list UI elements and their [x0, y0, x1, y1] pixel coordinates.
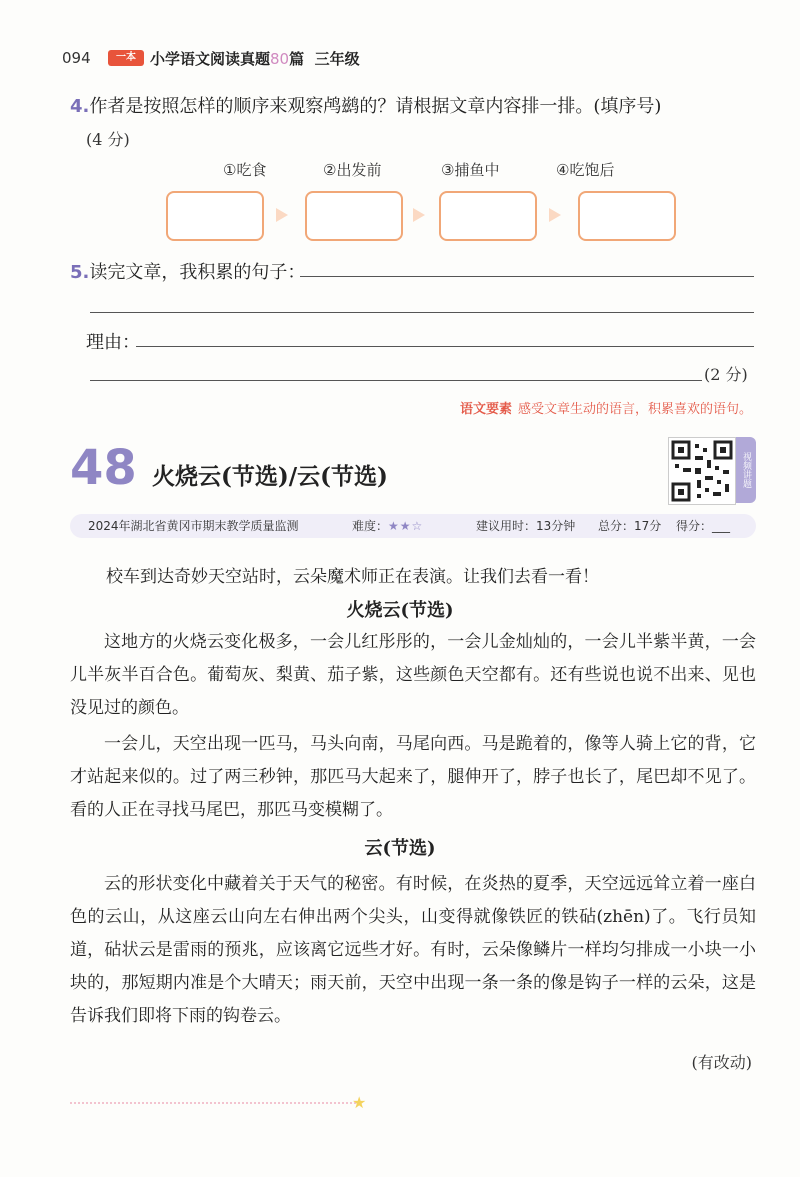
reason-label: 理由： [86, 332, 140, 353]
answer-box-2[interactable] [305, 191, 403, 241]
difficulty-stars: ★★☆ [388, 519, 424, 533]
suggested-time: 建议用时：13分钟 [476, 519, 576, 533]
answer-line-2[interactable] [90, 312, 754, 313]
series-title-text: 小学语文阅读真题 [150, 50, 271, 68]
skill-tip-text: 感受文章生动的语言，积累喜欢的语句。 [517, 402, 752, 417]
question-5 [70, 258, 305, 284]
section-2-title: 云(节选) [364, 838, 436, 859]
option-3: ③捕鱼中 [441, 161, 500, 179]
section-1-paragraph-1: 这地方的火烧云变化极多，一会儿红彤彤的，一会儿金灿灿的，一会儿半紫半黄，一会儿半灰半百合色。葡萄灰、梨黄、茄子紫，这些颜色天空都有。还有些说也说不出来、见也没见过的颜色。 [70, 632, 756, 718]
reason-line-2[interactable] [90, 380, 702, 381]
series-unit: 篇 [289, 50, 305, 68]
question-5-prompt: 读完文章，我积累的句子： [89, 262, 306, 283]
arrow-right-icon [549, 208, 561, 222]
lesson-meta-bar [70, 514, 756, 538]
question-4-number: 4. [70, 96, 90, 117]
star-icon: ★ [352, 1093, 367, 1112]
video-tag: 视频讲题 [736, 437, 756, 503]
section-2-paragraph-1: 云的形状变化中藏着关于天气的秘密。有时候，在炎热的夏季，天空远远耸立着一座白色的云山，从这座云山向左右伸出两个尖头，山变得就像铁匠的铁砧(zhēn)了。飞行员知道，砧状云是雷雨的预兆，应该离它远些才好。有时，云朵像鳞片一样均匀排成一小块一小块的，那短期内准是个大晴天；雨天前，天空中出现一条一条的像是钩子一样的云朵，这是告诉我们即将下雨的钩卷云。 [70, 874, 756, 1026]
difficulty-label: 难度： [352, 519, 389, 533]
question-4-text: 作者是按照怎样的顺序来观察鸬鹚的？请根据文章内容排一排。(填序号) [89, 96, 662, 117]
answer-box-3[interactable] [439, 191, 537, 241]
series-title [150, 48, 360, 69]
option-2: ②出发前 [323, 161, 382, 179]
question-4-points: (4 分) [86, 130, 130, 149]
brand-logo: 一本 [108, 50, 144, 66]
decorative-dotted-line [70, 1102, 360, 1104]
total-score: 总分：17分 [598, 519, 662, 533]
question-4 [70, 92, 661, 118]
arrow-right-icon [413, 208, 425, 222]
answer-box-4[interactable] [578, 191, 676, 241]
section-1-title: 火烧云(节选) [346, 600, 454, 621]
difficulty [352, 514, 423, 538]
lesson-number: 48 [70, 440, 137, 496]
score-field: 得分：___ [676, 519, 731, 533]
arrow-right-icon [276, 208, 288, 222]
qr-code-icon[interactable] [668, 437, 736, 505]
reason-line-1[interactable] [136, 346, 754, 347]
answer-box-1[interactable] [166, 191, 264, 241]
section-1-paragraph-2: 一会儿，天空出现一匹马，马头向南，马尾向西。马是跪着的，像等人骑上它的背，它才站起来似的。过了两三秒钟，那匹马大起来了，腿伸开了，脖子也长了，尾巴却不见了。看的人正在寻找马尾巴，那匹马变模糊了。 [70, 734, 756, 820]
grade-label: 三年级 [314, 50, 360, 68]
source-exam: 2024年湖北省黄冈市期末教学质量监测 [88, 519, 299, 533]
option-4: ④吃饱后 [556, 161, 615, 179]
skill-tip-tag: 语文要素 [459, 402, 512, 417]
source-note: (有改动) [691, 1053, 752, 1072]
answer-line-1[interactable] [300, 276, 754, 277]
intro-text: 校车到达奇妙天空站时，云朵魔术师正在表演。让我们去看一看！ [106, 567, 599, 587]
series-count: 80 [270, 50, 290, 68]
page-number: 094 [62, 49, 91, 67]
question-5-number: 5. [70, 262, 90, 283]
question-5-points: (2 分) [704, 365, 748, 384]
lesson-title: 火烧云(节选)/云(节选) [152, 463, 388, 490]
skill-tip [460, 398, 752, 417]
option-1: ①吃食 [223, 161, 267, 179]
